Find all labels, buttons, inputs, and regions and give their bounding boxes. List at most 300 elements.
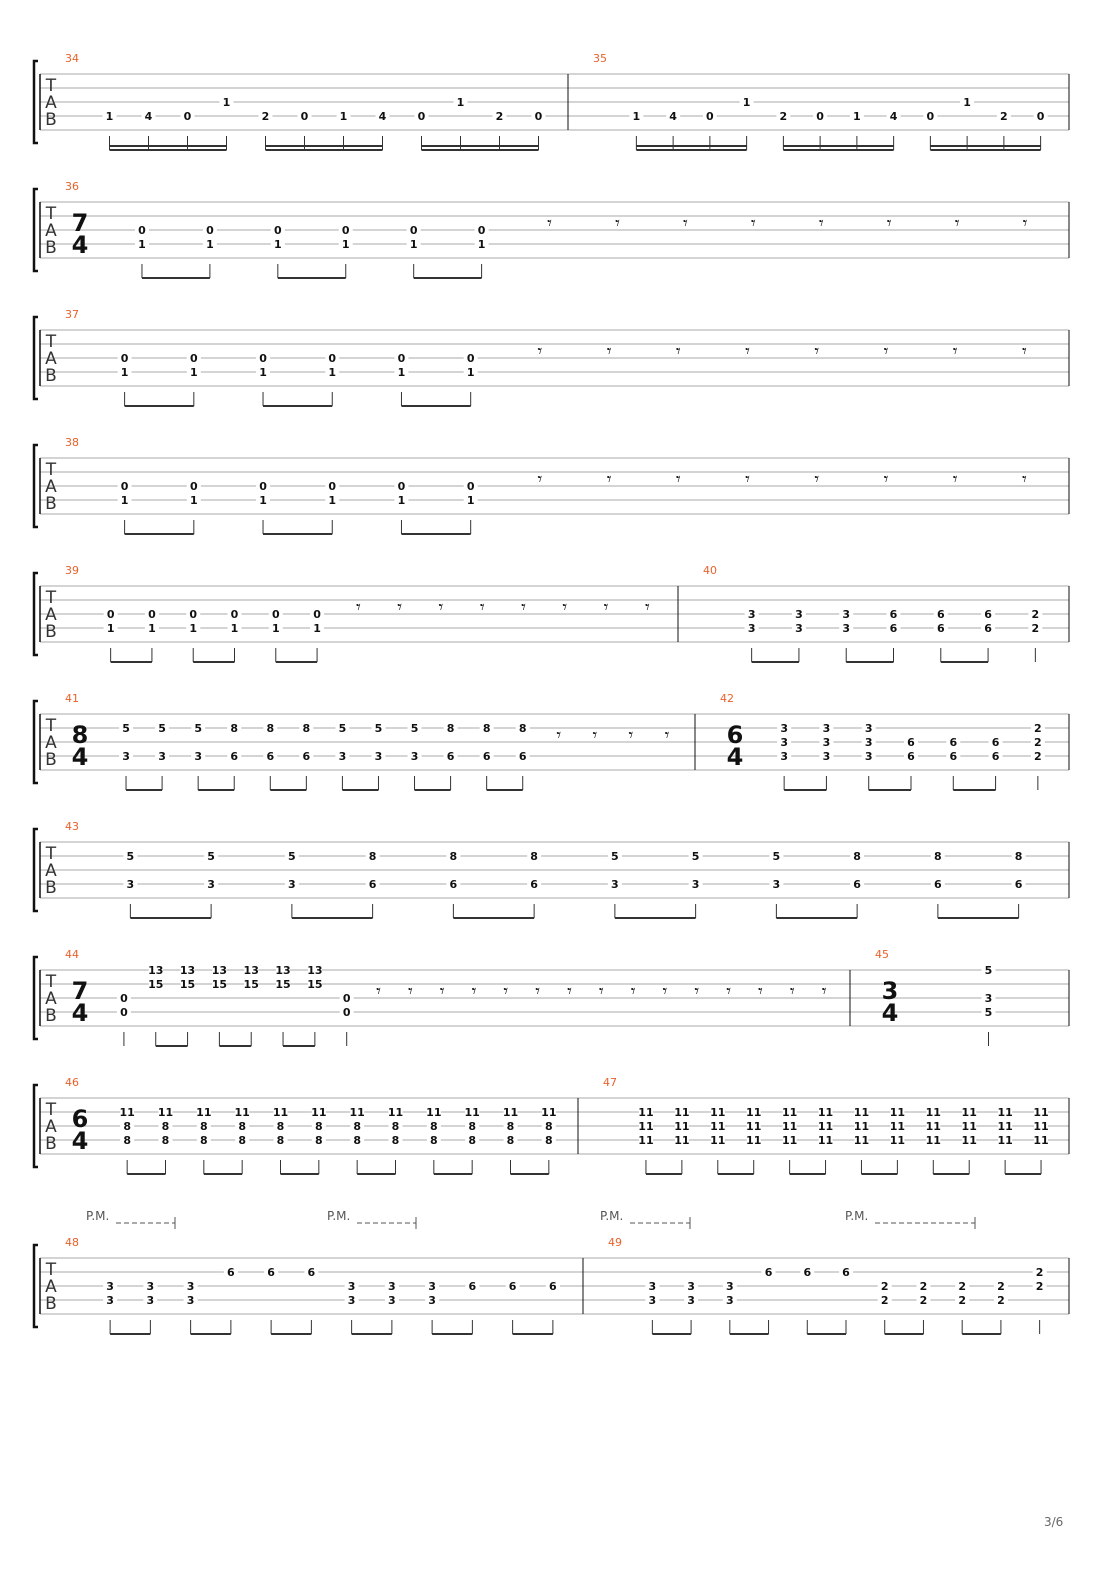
tab-clef-letter: T <box>45 460 57 480</box>
tab-clef-letter: T <box>45 1260 57 1280</box>
fret-number: 1 <box>477 238 486 251</box>
staff-system <box>34 692 1069 790</box>
fret-number: 6 <box>307 1266 316 1279</box>
eighth-rest: 𝄾 <box>439 981 445 1002</box>
eighth-rest: 𝄾 <box>952 341 958 362</box>
fret-number: 3 <box>648 1280 657 1293</box>
fret-number: 0 <box>300 110 309 123</box>
fret-number: 11 <box>961 1120 977 1133</box>
fret-number: 3 <box>864 736 873 749</box>
time-signature-bottom: 4 <box>71 1127 89 1155</box>
palm-mute-label: P.M. <box>845 1209 869 1223</box>
eighth-rest: 𝄾 <box>1021 341 1027 362</box>
fret-number: 3 <box>347 1280 356 1293</box>
tab-clef-letter: A <box>45 1277 57 1297</box>
fret-number: 0 <box>230 608 239 621</box>
fret-number: 13 <box>211 964 228 977</box>
fret-number: 1 <box>328 366 337 379</box>
fret-number: 13 <box>275 964 291 977</box>
fret-number: 0 <box>477 224 486 237</box>
eighth-rest: 𝄾 <box>750 213 756 234</box>
fret-number: 2 <box>1035 1266 1044 1279</box>
fret-number: 1 <box>105 110 114 123</box>
fret-number: 3 <box>725 1280 734 1293</box>
fret-number: 11 <box>196 1106 212 1119</box>
fret-number: 3 <box>780 750 788 763</box>
fret-number: 6 <box>227 1266 235 1279</box>
fret-number: 11 <box>272 1106 289 1119</box>
fret-number: 11 <box>961 1106 977 1119</box>
fret-number: 0 <box>189 480 198 493</box>
fret-number: 8 <box>302 722 311 735</box>
fret-number: 6 <box>991 750 1000 763</box>
time-signature-top: 7 <box>71 209 89 237</box>
tab-clef-letter: T <box>45 204 57 224</box>
fret-number: 1 <box>148 622 156 635</box>
fret-number: 8 <box>391 1120 400 1133</box>
measure-number: 46 <box>65 1076 79 1089</box>
tab-clef-letter: A <box>45 605 57 625</box>
fret-number: 1 <box>189 494 198 507</box>
fret-number: 11 <box>710 1106 726 1119</box>
fret-number: 1 <box>189 622 198 635</box>
fret-number: 1 <box>853 110 861 123</box>
eighth-rest: 𝄾 <box>567 981 572 1002</box>
fret-number: 8 <box>200 1120 208 1133</box>
fret-number: 1 <box>222 96 231 109</box>
fret-number: 1 <box>120 494 129 507</box>
fret-number: 0 <box>120 352 129 365</box>
fret-number: 8 <box>449 850 458 863</box>
fret-number: 0 <box>138 224 146 237</box>
eighth-rest: 𝄾 <box>758 981 763 1002</box>
tab-clef-letter: B <box>45 1134 57 1154</box>
fret-number: 3 <box>864 750 873 763</box>
fret-number: 5 <box>158 722 166 735</box>
fret-number: 8 <box>530 850 538 863</box>
fret-number: 6 <box>853 878 861 891</box>
eighth-rest: 𝄾 <box>592 725 598 746</box>
fret-number: 3 <box>126 878 135 891</box>
fret-number: 0 <box>271 608 280 621</box>
fret-number: 8 <box>276 1134 285 1147</box>
fret-number: 2 <box>919 1280 928 1293</box>
fret-number: 3 <box>842 622 851 635</box>
fret-number: 11 <box>925 1106 941 1119</box>
fret-number: 11 <box>1033 1120 1049 1133</box>
fret-number: 3 <box>795 608 803 621</box>
palm-mute-label: P.M. <box>600 1209 624 1223</box>
fret-number: 0 <box>106 608 115 621</box>
fret-number: 2 <box>1031 622 1040 635</box>
fret-number: 6 <box>518 750 527 763</box>
fret-number: 4 <box>889 110 898 123</box>
fret-number: 4 <box>144 110 153 123</box>
fret-number: 11 <box>746 1120 762 1133</box>
fret-number: 0 <box>409 224 418 237</box>
fret-number: 3 <box>106 1280 114 1293</box>
fret-number: 0 <box>183 110 192 123</box>
fret-number: 0 <box>328 352 337 365</box>
tab-clef-letter: B <box>45 878 57 898</box>
fret-number: 8 <box>368 850 377 863</box>
fret-number: 1 <box>632 110 641 123</box>
staff-system <box>34 436 1069 534</box>
fret-number: 3 <box>186 1294 195 1307</box>
fret-number: 3 <box>122 750 130 763</box>
system-bracket <box>34 829 38 911</box>
eighth-rest: 𝄾 <box>471 981 477 1002</box>
fret-number: 6 <box>468 1280 477 1293</box>
fret-number: 5 <box>288 850 296 863</box>
fret-number: 15 <box>211 978 228 991</box>
fret-number: 6 <box>508 1280 517 1293</box>
fret-number: 3 <box>648 1294 657 1307</box>
eighth-rest: 𝄾 <box>615 213 620 234</box>
fret-number: 3 <box>984 992 993 1005</box>
system-bracket <box>34 189 38 271</box>
fret-number: 6 <box>530 878 538 891</box>
fret-number: 0 <box>259 352 267 365</box>
eighth-rest: 𝄾 <box>745 341 750 362</box>
fret-number: 2 <box>958 1280 967 1293</box>
tab-clef-letter: B <box>45 1294 57 1314</box>
fret-number: 0 <box>466 480 475 493</box>
fret-number: 11 <box>674 1106 690 1119</box>
eighth-rest: 𝄾 <box>628 725 634 746</box>
fret-number: 8 <box>934 850 942 863</box>
fret-number: 3 <box>795 622 803 635</box>
fret-number: 3 <box>374 750 383 763</box>
fret-number: 6 <box>934 878 942 891</box>
fret-number: 8 <box>391 1134 400 1147</box>
fret-number: 11 <box>710 1120 726 1133</box>
eighth-rest: 𝄾 <box>397 597 403 618</box>
staff-system <box>34 1209 1069 1334</box>
fret-number: 3 <box>338 750 347 763</box>
fret-number: 11 <box>853 1120 870 1133</box>
fret-number: 3 <box>158 750 166 763</box>
tab-clef-letter: B <box>45 622 57 642</box>
fret-number: 3 <box>207 878 215 891</box>
fret-number: 0 <box>120 1006 128 1019</box>
time-signature-bottom: 4 <box>71 743 89 771</box>
fret-number: 3 <box>388 1280 396 1293</box>
fret-number: 8 <box>276 1120 285 1133</box>
fret-number: 2 <box>261 110 270 123</box>
eighth-rest: 𝄾 <box>438 597 444 618</box>
fret-number: 3 <box>288 878 296 891</box>
eighth-rest: 𝄾 <box>664 725 670 746</box>
eighth-rest: 𝄾 <box>662 981 668 1002</box>
fret-number: 8 <box>123 1120 131 1133</box>
eighth-rest: 𝄾 <box>814 469 820 490</box>
fret-number: 1 <box>138 238 146 251</box>
fret-number: 11 <box>889 1106 906 1119</box>
measure-number: 45 <box>875 948 889 961</box>
fret-number: 11 <box>925 1134 941 1147</box>
fret-number: 8 <box>161 1120 170 1133</box>
eighth-rest: 𝄾 <box>547 213 552 234</box>
fret-number: 1 <box>397 494 406 507</box>
eighth-rest: 𝄾 <box>726 981 732 1002</box>
fret-number: 0 <box>120 480 129 493</box>
measure-number: 49 <box>608 1236 622 1249</box>
fret-number: 0 <box>313 608 321 621</box>
system-bracket <box>34 61 38 143</box>
tab-clef-letter: T <box>45 972 57 992</box>
fret-number: 11 <box>311 1106 327 1119</box>
fret-number: 8 <box>238 1120 246 1133</box>
fret-number: 6 <box>803 1266 812 1279</box>
fret-number: 3 <box>347 1294 356 1307</box>
staff-system <box>34 1076 1069 1174</box>
fret-number: 8 <box>315 1120 323 1133</box>
eighth-rest: 𝄾 <box>954 213 960 234</box>
fret-number: 5 <box>410 722 419 735</box>
fret-number: 5 <box>122 722 130 735</box>
fret-number: 8 <box>315 1134 323 1147</box>
fret-number: 8 <box>266 722 275 735</box>
fret-number: 5 <box>772 850 781 863</box>
measure-number: 44 <box>65 948 79 961</box>
staff-system <box>34 180 1069 278</box>
fret-number: 3 <box>687 1280 695 1293</box>
tab-clef-letter: A <box>45 861 57 881</box>
eighth-rest: 𝄾 <box>821 981 827 1002</box>
fret-number: 6 <box>842 1266 850 1279</box>
fret-number: 1 <box>339 110 348 123</box>
fret-number: 0 <box>148 608 156 621</box>
eighth-rest: 𝄾 <box>521 597 526 618</box>
fret-number: 11 <box>817 1134 834 1147</box>
staff-system <box>34 564 1069 662</box>
eighth-rest: 𝄾 <box>376 981 381 1002</box>
fret-number: 3 <box>186 1280 195 1293</box>
fret-number: 0 <box>342 1006 351 1019</box>
fret-number: 0 <box>417 110 426 123</box>
fret-number: 1 <box>341 238 350 251</box>
fret-number: 15 <box>148 978 164 991</box>
staff-system <box>34 52 1069 150</box>
fret-number: 0 <box>397 352 406 365</box>
tab-clef-letter: B <box>45 366 57 386</box>
fret-number: 11 <box>817 1120 834 1133</box>
measure-number: 39 <box>65 564 79 577</box>
page-number: 3/6 <box>1044 1515 1064 1529</box>
fret-number: 1 <box>120 366 129 379</box>
tab-clef-letter: A <box>45 989 57 1009</box>
fret-number: 6 <box>984 622 992 635</box>
fret-number: 8 <box>430 1134 438 1147</box>
fret-number: 11 <box>464 1106 480 1119</box>
fret-number: 2 <box>1000 110 1008 123</box>
eighth-rest: 𝄾 <box>814 341 820 362</box>
fret-number: 8 <box>545 1120 553 1133</box>
tab-clef-letter: A <box>45 1117 57 1137</box>
fret-number: 0 <box>328 480 337 493</box>
fret-number: 5 <box>194 722 202 735</box>
fret-number: 1 <box>963 96 971 109</box>
fret-number: 2 <box>1035 1280 1044 1293</box>
fret-number: 11 <box>997 1120 1013 1133</box>
fret-number: 11 <box>746 1106 762 1119</box>
fret-number: 5 <box>611 850 619 863</box>
fret-number: 8 <box>1014 850 1023 863</box>
fret-number: 6 <box>984 608 992 621</box>
time-signature-top: 3 <box>881 977 899 1005</box>
fret-number: 2 <box>1034 750 1042 763</box>
time-signature-top: 6 <box>726 721 744 749</box>
eighth-rest: 𝄾 <box>562 597 568 618</box>
fret-number: 3 <box>780 722 788 735</box>
fret-number: 13 <box>307 964 323 977</box>
fret-number: 11 <box>349 1106 365 1119</box>
system-bracket <box>34 701 38 783</box>
fret-number: 2 <box>1031 608 1040 621</box>
staff-system <box>34 308 1069 406</box>
eighth-rest: 𝄾 <box>745 469 750 490</box>
fret-number: 2 <box>880 1294 889 1307</box>
system-bracket <box>34 1085 38 1167</box>
eighth-rest: 𝄾 <box>818 213 824 234</box>
eighth-rest: 𝄾 <box>883 341 889 362</box>
fret-number: 5 <box>207 850 215 863</box>
tab-clef-letter: B <box>45 750 57 770</box>
fret-number: 5 <box>338 722 347 735</box>
fret-number: 1 <box>409 238 418 251</box>
fret-number: 3 <box>611 878 619 891</box>
fret-number: 1 <box>259 366 267 379</box>
fret-number: 11 <box>638 1120 654 1133</box>
eighth-rest: 𝄾 <box>952 469 958 490</box>
fret-number: 2 <box>1034 736 1042 749</box>
fret-number: 3 <box>747 608 756 621</box>
fret-number: 5 <box>126 850 135 863</box>
fret-number: 1 <box>259 494 267 507</box>
system-bracket <box>34 317 38 399</box>
fret-number: 8 <box>353 1120 361 1133</box>
fret-number: 8 <box>545 1134 553 1147</box>
fret-number: 1 <box>189 366 198 379</box>
fret-number: 11 <box>638 1134 654 1147</box>
fret-number: 0 <box>273 224 282 237</box>
fret-number: 8 <box>430 1120 438 1133</box>
fret-number: 8 <box>468 1120 476 1133</box>
tab-clef-letter: T <box>45 588 57 608</box>
eighth-rest: 𝄾 <box>535 981 541 1002</box>
fret-number: 2 <box>1034 722 1042 735</box>
staff-system <box>34 948 1069 1046</box>
fret-number: 1 <box>466 366 475 379</box>
fret-number: 11 <box>387 1106 404 1119</box>
eighth-rest: 𝄾 <box>883 469 889 490</box>
tab-clef-letter: T <box>45 844 57 864</box>
fret-number: 8 <box>230 722 239 735</box>
eighth-rest: 𝄾 <box>1021 469 1027 490</box>
fret-number: 0 <box>189 352 198 365</box>
fret-number: 6 <box>889 608 898 621</box>
fret-number: 0 <box>926 110 935 123</box>
fret-number: 6 <box>368 878 377 891</box>
eighth-rest: 𝄾 <box>694 981 700 1002</box>
fret-number: 15 <box>307 978 323 991</box>
tab-clef-letter: T <box>45 332 57 352</box>
staff-system <box>34 820 1069 918</box>
fret-number: 0 <box>259 480 267 493</box>
fret-number: 3 <box>146 1280 155 1293</box>
fret-number: 3 <box>822 722 831 735</box>
fret-number: 13 <box>148 964 164 977</box>
fret-number: 8 <box>161 1134 170 1147</box>
fret-number: 3 <box>687 1294 695 1307</box>
tab-clef-letter: A <box>45 349 57 369</box>
fret-number: 6 <box>936 622 945 635</box>
measure-number: 43 <box>65 820 79 833</box>
time-signature-bottom: 4 <box>881 999 899 1027</box>
eighth-rest: 𝄾 <box>556 725 562 746</box>
fret-number: 15 <box>179 978 196 991</box>
fret-number: 6 <box>949 750 958 763</box>
eighth-rest: 𝄾 <box>355 597 361 618</box>
fret-number: 11 <box>1033 1134 1049 1147</box>
tab-clef-letter: B <box>45 1006 57 1026</box>
fret-number: 3 <box>747 622 756 635</box>
eighth-rest: 𝄾 <box>682 213 688 234</box>
fret-number: 11 <box>426 1106 442 1119</box>
fret-number: 13 <box>243 964 259 977</box>
eighth-rest: 𝄾 <box>1022 213 1028 234</box>
fret-number: 11 <box>889 1134 906 1147</box>
fret-number: 11 <box>853 1106 870 1119</box>
tab-clef-letter: A <box>45 221 57 241</box>
tab-clef-letter: A <box>45 93 57 113</box>
fret-number: 3 <box>388 1294 396 1307</box>
fret-number: 2 <box>495 110 504 123</box>
fret-number: 3 <box>842 608 851 621</box>
fret-number: 15 <box>243 978 259 991</box>
fret-number: 3 <box>822 736 831 749</box>
fret-number: 2 <box>919 1294 928 1307</box>
fret-number: 8 <box>482 722 491 735</box>
measure-number: 34 <box>65 52 79 65</box>
measure-number: 40 <box>703 564 717 577</box>
fret-number: 11 <box>925 1120 941 1133</box>
fret-number: 2 <box>779 110 788 123</box>
fret-number: 5 <box>984 1006 993 1019</box>
time-signature-top: 8 <box>71 721 89 749</box>
fret-number: 8 <box>238 1134 246 1147</box>
fret-number: 6 <box>907 736 915 749</box>
fret-number: 3 <box>772 878 781 891</box>
eighth-rest: 𝄾 <box>886 213 892 234</box>
measure-number: 37 <box>65 308 79 321</box>
eighth-rest: 𝄾 <box>675 469 681 490</box>
fret-number: 0 <box>120 992 128 1005</box>
fret-number: 11 <box>502 1106 519 1119</box>
fret-number: 5 <box>691 850 700 863</box>
eighth-rest: 𝄾 <box>675 341 681 362</box>
eighth-rest: 𝄾 <box>503 981 509 1002</box>
fret-number: 3 <box>780 736 788 749</box>
fret-number: 11 <box>157 1106 174 1119</box>
fret-number: 0 <box>816 110 824 123</box>
fret-number: 13 <box>179 964 196 977</box>
fret-number: 1 <box>328 494 337 507</box>
eighth-rest: 𝄾 <box>407 981 413 1002</box>
fret-number: 6 <box>889 622 898 635</box>
eighth-rest: 𝄾 <box>598 981 604 1002</box>
